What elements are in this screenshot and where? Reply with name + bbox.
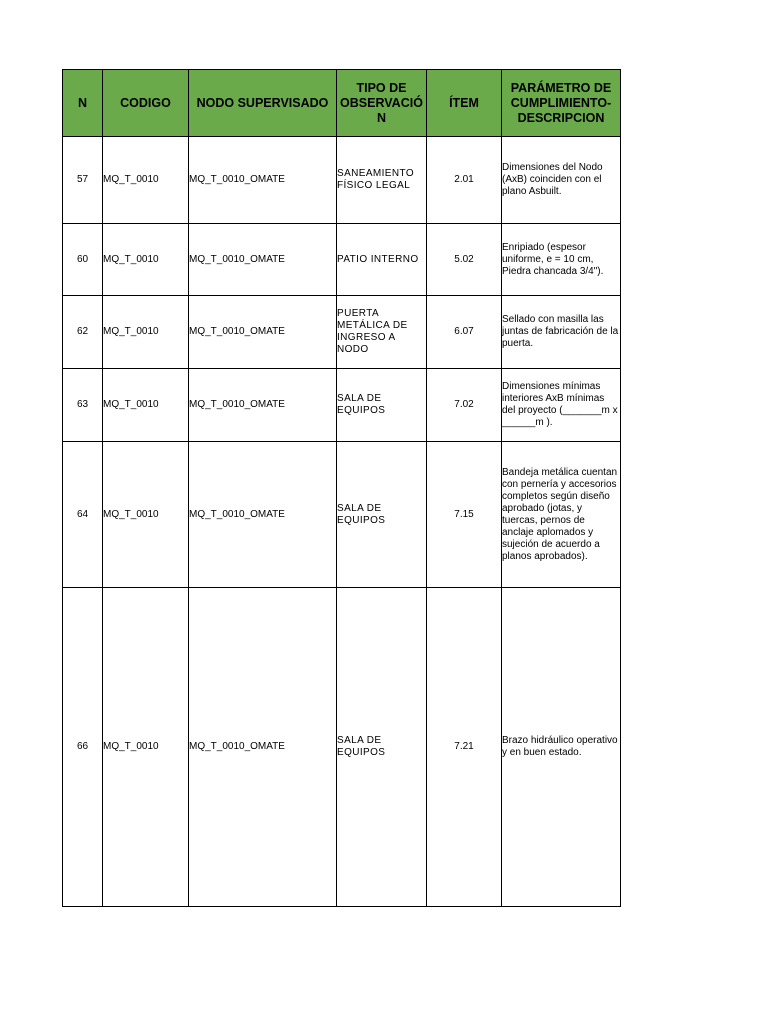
header-n[interactable]: N	[63, 70, 103, 137]
cell-nodo[interactable]: MQ_T_0010_OMATE	[189, 442, 337, 588]
cell-tipo[interactable]: SALA DE EQUIPOS	[337, 588, 427, 907]
cell-n[interactable]: 66	[63, 588, 103, 907]
cell-parametro[interactable]: Dimensiones mínimas interiores AxB mínimas del proyecto (_______m x ______m ).	[502, 369, 621, 442]
cell-tipo[interactable]: PUERTA METÁLICA DE INGRESO A NODO	[337, 296, 427, 369]
table-row	[63, 442, 621, 588]
cell-n[interactable]: 64	[63, 442, 103, 588]
cell-item[interactable]: 5.02	[427, 224, 502, 296]
table-row	[63, 588, 621, 907]
cell-codigo[interactable]: MQ_T_0010	[103, 442, 189, 588]
header-row	[63, 70, 621, 137]
cell-nodo[interactable]: MQ_T_0010_OMATE	[189, 588, 337, 907]
table-row	[63, 369, 621, 442]
cell-item[interactable]: 7.15	[427, 442, 502, 588]
header-tipo-observacion[interactable]: TIPO DE OBSERVACIÓ N	[337, 70, 427, 137]
header-nodo-supervisado[interactable]: NODO SUPERVISADO	[189, 70, 337, 137]
cell-tipo[interactable]: SALA DE EQUIPOS	[337, 442, 427, 588]
cell-codigo[interactable]: MQ_T_0010	[103, 296, 189, 369]
cell-parametro[interactable]: Brazo hidráulico operativo y en buen estado.	[502, 588, 621, 907]
cell-tipo[interactable]: PATIO INTERNO	[337, 224, 427, 296]
cell-nodo[interactable]: MQ_T_0010_OMATE	[189, 137, 337, 224]
cell-n[interactable]: 57	[63, 137, 103, 224]
cell-parametro[interactable]: Sellado con masilla las juntas de fabricación de la puerta.	[502, 296, 621, 369]
cell-nodo[interactable]: MQ_T_0010_OMATE	[189, 369, 337, 442]
cell-codigo[interactable]: MQ_T_0010	[103, 224, 189, 296]
header-codigo[interactable]: CODIGO	[103, 70, 189, 137]
cell-nodo[interactable]: MQ_T_0010_OMATE	[189, 296, 337, 369]
cell-item[interactable]: 7.21	[427, 588, 502, 907]
cell-item[interactable]: 2.01	[427, 137, 502, 224]
cell-nodo[interactable]: MQ_T_0010_OMATE	[189, 224, 337, 296]
cell-codigo[interactable]: MQ_T_0010	[103, 137, 189, 224]
cell-n[interactable]: 63	[63, 369, 103, 442]
table-row	[63, 137, 621, 224]
table-row	[63, 224, 621, 296]
cell-tipo[interactable]: SANEAMIENTO FÍSICO LEGAL	[337, 137, 427, 224]
header-item[interactable]: ÍTEM	[427, 70, 502, 137]
cell-item[interactable]: 6.07	[427, 296, 502, 369]
observations-table	[62, 69, 621, 907]
header-parametro[interactable]: PARÁMETRO DE CUMPLIMIENTO- DESCRIPCION	[502, 70, 621, 137]
cell-parametro[interactable]: Enripiado (espesor uniforme, e = 10 cm, Piedra chancada 3/4").	[502, 224, 621, 296]
cell-codigo[interactable]: MQ_T_0010	[103, 588, 189, 907]
cell-item[interactable]: 7.02	[427, 369, 502, 442]
cell-parametro[interactable]: Dimensiones del Nodo (AxB) coinciden con el plano Asbuilt.	[502, 137, 621, 224]
cell-parametro[interactable]: Bandeja metálica cuentan con pernería y accesorios completos según diseño aprobado (jotas, y tuercas, pernos de anclaje aplomados y sujeción de acuerdo a planos aprobados).	[502, 442, 621, 588]
cell-n[interactable]: 60	[63, 224, 103, 296]
cell-codigo[interactable]: MQ_T_0010	[103, 369, 189, 442]
table-row	[63, 296, 621, 369]
cell-n[interactable]: 62	[63, 296, 103, 369]
cell-tipo[interactable]: SALA DE EQUIPOS	[337, 369, 427, 442]
